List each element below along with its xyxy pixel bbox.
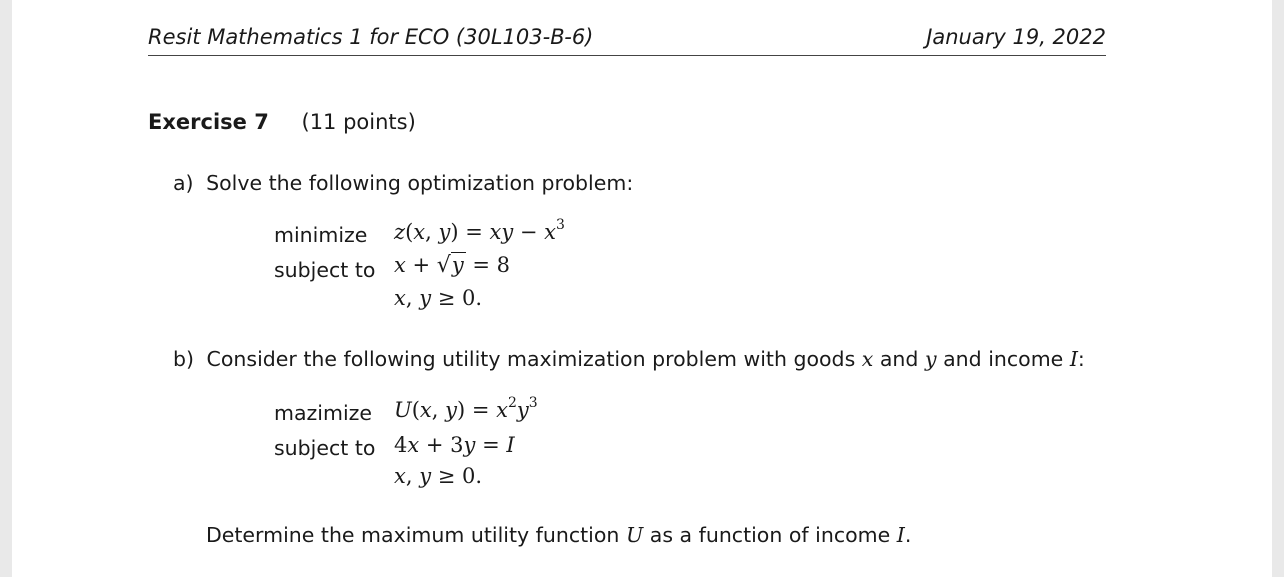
part-b-good-y: y xyxy=(924,347,937,371)
part-b-prompt: b) Consider the following utility maximization problem with goods x and y and income I: xyxy=(173,347,1085,371)
part-b-constraint-label: subject to xyxy=(274,436,376,460)
exercise-points: (11 points) xyxy=(301,110,416,134)
part-b-nonnegativity: x, y ≥ 0. xyxy=(394,464,483,488)
part-b-text-income: and income xyxy=(943,347,1064,371)
part-b-income-symbol: I xyxy=(1069,347,1078,371)
final-text-middle: as a function of income xyxy=(649,523,891,547)
part-b-text-prefix: Consider the following utility maximization problem with goods xyxy=(206,347,856,371)
part-a-text: Solve the following optimization problem: xyxy=(206,171,634,195)
part-b-marker: b) xyxy=(173,347,195,371)
part-a-objective-formula: z(x, y) = xy − $x^3$ xyxy=(394,217,565,244)
exam-date: January 19, 2022 xyxy=(926,25,1106,49)
course-title: Resit Mathematics 1 for ECO (30L103-B-6) xyxy=(148,25,594,49)
exercise-heading xyxy=(148,110,416,134)
part-b-good-x: x xyxy=(861,347,874,371)
part-a-nonnegativity: x, y ≥ 0. xyxy=(394,286,483,310)
utility-symbol: U xyxy=(625,523,644,547)
part-a-objective-label: minimize xyxy=(274,223,368,247)
part-b-final-question: Determine the maximum utility function U as a function of income I. xyxy=(206,523,912,547)
part-b-objective-label: mazimize xyxy=(274,401,373,425)
exercise-label: Exercise 7 xyxy=(148,110,269,134)
income-symbol: I xyxy=(896,523,905,547)
part-b-constraint-formula: 4x + 3y = I xyxy=(394,433,515,457)
part-b-text-and: and xyxy=(879,347,919,371)
exam-page xyxy=(12,0,1272,577)
page-header xyxy=(148,24,1106,56)
final-text-prefix: Determine the maximum utility function xyxy=(206,523,620,547)
part-b-objective-formula: U(x, $y) = x^2y^3$ xyxy=(394,395,538,422)
part-a-constraint-label: subject to xyxy=(274,258,376,282)
part-a-prompt xyxy=(173,171,633,195)
part-a-marker: a) xyxy=(173,171,194,195)
part-a-constraint-formula: x + √y = 8 xyxy=(394,253,511,278)
